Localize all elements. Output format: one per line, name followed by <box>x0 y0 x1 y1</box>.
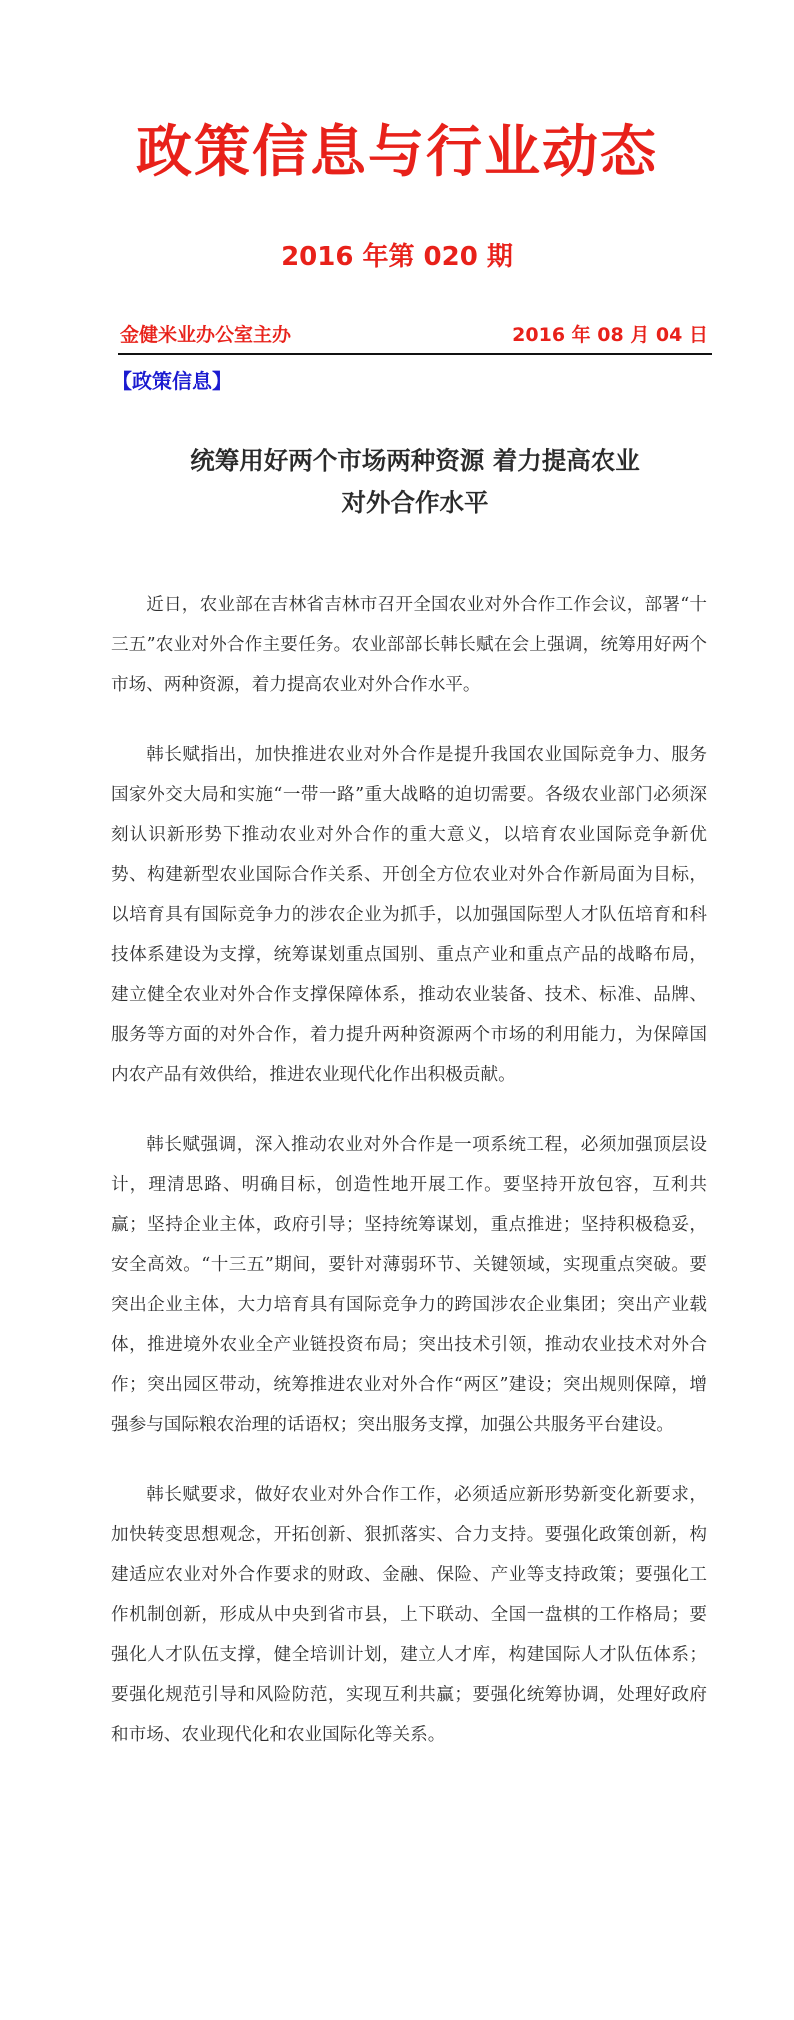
article-title-line-2: 对外合作水平 <box>341 488 489 517</box>
paragraph-2: 韩长赋指出，加快推进农业对外合作是提升我国农业国际竞争力、服务国家外交大局和实施“一带一路”重大战略的迫切需要。各级农业部门必须深刻认识新形势下推动农业对外合作的重大意义，以培育农业国际竞争新优势、构建新型农业国际合作关系、开创全方位农业对外合作新局面为目标，以培育具有国际竞争力的涉农企业为抓手，以加强国际型人才队伍培育和科技体系建设为支撑，统筹谋划重点国别、重点产业和重点产品的战略布局，建立健全农业对外合作支撑保障体系，推动农业装备、技术、标准、品牌、服务等方面的对外合作，着力提升两种资源两个市场的利用能力，为保障国内农产品有效供给，推进农业现代化作出积极贡献。 <box>111 745 707 1085</box>
section-tag: 【政策信息】 <box>112 369 232 393</box>
paragraph-4: 韩长赋要求，做好农业对外合作工作，必须适应新形势新变化新要求，加快转变思想观念，开拓创新、狠抓落实、合力支持。要强化政策创新，构建适应农业对外合作要求的财政、金融、保险、产业等支持政策；要强化工作机制创新，形成从中央到省市县，上下联动、全国一盘棋的工作格局；要强化人才队伍支撑，健全培训计划，建立人才库，构建国际人才队伍体系；要强化规范引导和风险防范，实现互利共赢；要强化统筹协调，处理好政府和市场、农业现代化和农业国际化等关系。 <box>111 1485 707 1745</box>
header-divider <box>118 353 712 355</box>
article-title <box>118 440 712 524</box>
paragraph-1: 近日，农业部在吉林省吉林市召开全国农业对外合作工作会议，部署“十三五”农业对外合作主要任务。农业部部长韩长赋在会上强调，统筹用好两个市场、两种资源，着力提高农业对外合作水平。 <box>111 595 707 695</box>
issue-number: 2016 年第 020 期 <box>281 242 513 272</box>
article-body <box>111 585 707 1785</box>
article-title-line-1: 统筹用好两个市场两种资源 着力提高农业 <box>190 446 640 475</box>
paragraph-3: 韩长赋强调，深入推动农业对外合作是一项系统工程，必须加强顶层设计，理清思路、明确目标，创造性地开展工作。要坚持开放包容，互利共赢；坚持企业主体，政府引导；坚持统筹谋划，重点推进；坚持积极稳妥，安全高效。“十三五”期间，要针对薄弱环节、关键领域，实现重点突破。要突出企业主体，大力培育具有国际竞争力的跨国涉农企业集团；突出产业载体，推进境外农业全产业链投资布局；突出技术引领，推动农业技术对外合作；突出园区带动，统筹推进农业对外合作“两区”建设；突出规则保障，增强参与国际粮农治理的话语权；突出服务支撑，加强公共服务平台建设。 <box>111 1135 707 1435</box>
masthead <box>118 320 712 352</box>
publish-date: 2016 年 08 月 04 日 <box>512 324 708 346</box>
publisher: 金健米业办公室主办 <box>120 324 292 346</box>
newsletter-title: 政策信息与行业动态 <box>136 120 658 185</box>
